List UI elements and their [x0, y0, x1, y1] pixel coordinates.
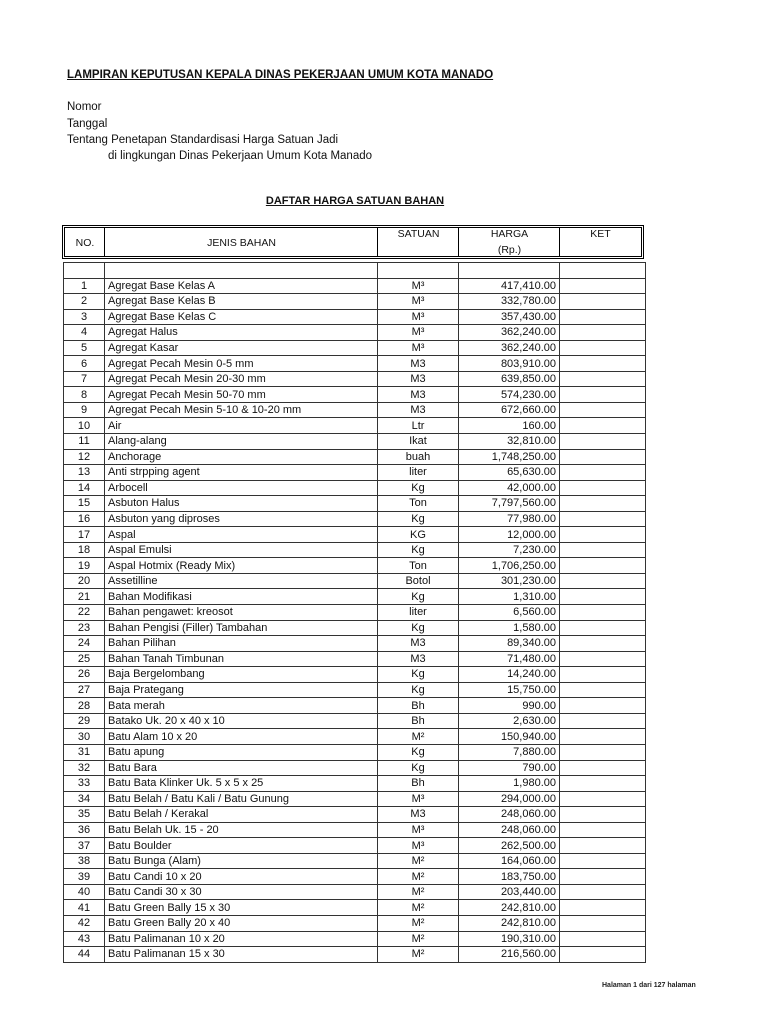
ket-cell — [560, 838, 646, 854]
row-number: 10 — [64, 418, 105, 434]
table-row — [64, 558, 646, 574]
column-header-no: NO. — [75, 237, 95, 249]
row-number: 37 — [64, 838, 105, 854]
unit-cell: M3 — [378, 356, 459, 372]
table-row — [64, 325, 646, 341]
material-name: Bahan Pengisi (Filler) Tambahan — [105, 620, 378, 636]
material-name: Bata merah — [105, 698, 378, 714]
column-header-harga-unit: (Rp.) — [497, 244, 522, 256]
ket-cell — [560, 853, 646, 869]
unit-cell: Kg — [378, 589, 459, 605]
table-row — [64, 636, 646, 652]
material-name: Assetilline — [105, 573, 378, 589]
ket-cell — [560, 325, 646, 341]
material-name: Batu Bara — [105, 760, 378, 776]
table-row — [64, 822, 646, 838]
unit-cell: M² — [378, 915, 459, 931]
table-row — [64, 605, 646, 621]
material-name: Batu Alam 10 x 20 — [105, 729, 378, 745]
material-name: Batu Green Bally 20 x 40 — [105, 915, 378, 931]
row-number: 11 — [64, 434, 105, 450]
ket-cell — [560, 387, 646, 403]
spacer-cell — [378, 263, 459, 279]
spacer-cell — [105, 263, 378, 279]
row-number: 13 — [64, 465, 105, 481]
row-number: 42 — [64, 915, 105, 931]
price-cell: 190,310.00 — [459, 931, 560, 947]
row-number: 25 — [64, 651, 105, 667]
unit-cell: M² — [378, 931, 459, 947]
row-number: 40 — [64, 884, 105, 900]
price-cell: 990.00 — [459, 698, 560, 714]
price-cell: 7,880.00 — [459, 744, 560, 760]
ket-cell — [560, 480, 646, 496]
row-number: 33 — [64, 776, 105, 792]
material-name: Batu Bunga (Alam) — [105, 853, 378, 869]
material-name: Asbuton Halus — [105, 496, 378, 512]
material-name: Batu apung — [105, 744, 378, 760]
unit-cell: M² — [378, 947, 459, 963]
table-row — [64, 682, 646, 698]
tanggal-label: Tanggal — [67, 118, 108, 130]
ket-cell — [560, 682, 646, 698]
unit-cell: M² — [378, 853, 459, 869]
price-cell: 248,060.00 — [459, 807, 560, 823]
unit-cell: M3 — [378, 387, 459, 403]
ket-cell — [560, 744, 646, 760]
material-name: Aspal Emulsi — [105, 542, 378, 558]
ket-cell — [560, 651, 646, 667]
row-number: 19 — [64, 558, 105, 574]
price-cell: 7,230.00 — [459, 542, 560, 558]
unit-cell: M² — [378, 884, 459, 900]
price-cell: 14,240.00 — [459, 667, 560, 683]
unit-cell: M³ — [378, 791, 459, 807]
unit-cell: M3 — [378, 651, 459, 667]
price-cell: 790.00 — [459, 760, 560, 776]
unit-cell: Bh — [378, 698, 459, 714]
table-row — [64, 465, 646, 481]
table-row — [64, 620, 646, 636]
table-body — [64, 263, 646, 963]
price-cell: 242,810.00 — [459, 915, 560, 931]
material-name: Bahan Pilihan — [105, 636, 378, 652]
row-number: 34 — [64, 791, 105, 807]
ket-cell — [560, 278, 646, 294]
table-row — [64, 667, 646, 683]
price-cell: 262,500.00 — [459, 838, 560, 854]
ket-cell — [560, 340, 646, 356]
row-number: 21 — [64, 589, 105, 605]
price-cell: 417,410.00 — [459, 278, 560, 294]
unit-cell: M³ — [378, 340, 459, 356]
ket-cell — [560, 698, 646, 714]
material-name: Anti strpping agent — [105, 465, 378, 481]
row-number: 44 — [64, 947, 105, 963]
ket-cell — [560, 402, 646, 418]
unit-cell: Ton — [378, 496, 459, 512]
unit-cell: M³ — [378, 822, 459, 838]
ket-cell — [560, 605, 646, 621]
table-row — [64, 760, 646, 776]
ket-cell — [560, 729, 646, 745]
ket-cell — [560, 449, 646, 465]
unit-cell: Kg — [378, 511, 459, 527]
price-cell: 1,748,250.00 — [459, 449, 560, 465]
material-name: Asbuton yang diproses — [105, 511, 378, 527]
material-name: Agregat Halus — [105, 325, 378, 341]
table-row — [64, 387, 646, 403]
unit-cell: Kg — [378, 542, 459, 558]
price-cell: 1,310.00 — [459, 589, 560, 605]
table-row — [64, 884, 646, 900]
material-name: Aspal Hotmix (Ready Mix) — [105, 558, 378, 574]
unit-cell: Kg — [378, 480, 459, 496]
ket-cell — [560, 636, 646, 652]
unit-cell: Kg — [378, 744, 459, 760]
price-cell: 2,630.00 — [459, 713, 560, 729]
unit-cell: buah — [378, 449, 459, 465]
material-name: Bahan pengawet: kreosot — [105, 605, 378, 621]
unit-cell: M3 — [378, 636, 459, 652]
ket-cell — [560, 465, 646, 481]
table-row — [64, 434, 646, 450]
price-cell: 803,910.00 — [459, 356, 560, 372]
material-name: Agregat Base Kelas B — [105, 294, 378, 310]
table-row — [64, 776, 646, 792]
material-name: Batu Green Bally 15 x 30 — [105, 900, 378, 916]
unit-cell: KG — [378, 527, 459, 543]
material-name: Bahan Tanah Timbunan — [105, 651, 378, 667]
price-cell: 1,980.00 — [459, 776, 560, 792]
column-header-harga: HARGA — [490, 228, 529, 240]
row-number: 35 — [64, 807, 105, 823]
material-name: Anchorage — [105, 449, 378, 465]
ket-cell — [560, 434, 646, 450]
unit-cell: M² — [378, 729, 459, 745]
ket-cell — [560, 713, 646, 729]
material-price-table — [63, 262, 646, 963]
ket-cell — [560, 573, 646, 589]
row-number: 1 — [64, 278, 105, 294]
unit-cell: M² — [378, 869, 459, 885]
price-cell: 12,000.00 — [459, 527, 560, 543]
row-number: 14 — [64, 480, 105, 496]
price-cell: 672,660.00 — [459, 402, 560, 418]
table-row — [64, 589, 646, 605]
ket-cell — [560, 620, 646, 636]
ket-cell — [560, 542, 646, 558]
ket-cell — [560, 294, 646, 310]
unit-cell: liter — [378, 465, 459, 481]
price-cell: 71,480.00 — [459, 651, 560, 667]
table-row — [64, 651, 646, 667]
ket-cell — [560, 760, 646, 776]
price-cell: 164,060.00 — [459, 853, 560, 869]
ket-cell — [560, 527, 646, 543]
material-name: Agregat Base Kelas C — [105, 309, 378, 325]
table-row — [64, 713, 646, 729]
material-name: Batu Belah Uk. 15 - 20 — [105, 822, 378, 838]
column-header-jenis-bahan: JENIS BAHAN — [207, 237, 276, 249]
unit-cell: M³ — [378, 325, 459, 341]
material-name: Aspal — [105, 527, 378, 543]
unit-cell: Kg — [378, 682, 459, 698]
material-name: Batu Boulder — [105, 838, 378, 854]
price-cell: 332,780.00 — [459, 294, 560, 310]
unit-cell: M³ — [378, 294, 459, 310]
price-cell: 15,750.00 — [459, 682, 560, 698]
material-name: Air — [105, 418, 378, 434]
price-cell: 77,980.00 — [459, 511, 560, 527]
column-header-satuan: SATUAN — [397, 228, 440, 240]
unit-cell: Ton — [378, 558, 459, 574]
price-cell: 357,430.00 — [459, 309, 560, 325]
row-number: 24 — [64, 636, 105, 652]
price-cell: 301,230.00 — [459, 573, 560, 589]
table-row — [64, 838, 646, 854]
material-name: Batu Candi 30 x 30 — [105, 884, 378, 900]
ket-cell — [560, 807, 646, 823]
table-row — [64, 542, 646, 558]
unit-cell: Kg — [378, 620, 459, 636]
tentang-line-1: Tentang Penetapan Standardisasi Harga Satuan Jadi — [67, 134, 339, 146]
material-name: Batu Belah / Batu Kali / Batu Gunung — [105, 791, 378, 807]
material-name: Batu Bata Klinker Uk. 5 x 5 x 25 — [105, 776, 378, 792]
table-row — [64, 744, 646, 760]
ket-cell — [560, 931, 646, 947]
row-number: 18 — [64, 542, 105, 558]
table-row — [64, 340, 646, 356]
row-number: 3 — [64, 309, 105, 325]
row-number: 8 — [64, 387, 105, 403]
table-row — [64, 791, 646, 807]
row-number: 16 — [64, 511, 105, 527]
unit-cell: liter — [378, 605, 459, 621]
ket-cell — [560, 900, 646, 916]
material-name: Agregat Pecah Mesin 50-70 mm — [105, 387, 378, 403]
unit-cell: Bh — [378, 776, 459, 792]
nomor-label: Nomor — [67, 101, 102, 113]
table-row — [64, 449, 646, 465]
row-number: 36 — [64, 822, 105, 838]
table-row — [64, 807, 646, 823]
unit-cell: M³ — [378, 309, 459, 325]
ket-cell — [560, 667, 646, 683]
price-cell: 1,706,250.00 — [459, 558, 560, 574]
material-name: Agregat Pecah Mesin 5-10 & 10-20 mm — [105, 402, 378, 418]
spacer-cell — [560, 263, 646, 279]
unit-cell: Ltr — [378, 418, 459, 434]
spacer-cell — [459, 263, 560, 279]
ket-cell — [560, 884, 646, 900]
price-cell: 216,560.00 — [459, 947, 560, 963]
row-number: 30 — [64, 729, 105, 745]
material-name: Batako Uk. 20 x 40 x 10 — [105, 713, 378, 729]
tentang-line-2: di lingkungan Dinas Pekerjaan Umum Kota Manado — [108, 150, 373, 162]
table-row — [64, 869, 646, 885]
price-cell: 203,440.00 — [459, 884, 560, 900]
table-row — [64, 931, 646, 947]
ket-cell — [560, 309, 646, 325]
material-name: Agregat Pecah Mesin 0-5 mm — [105, 356, 378, 372]
table-row — [64, 371, 646, 387]
unit-cell: Kg — [378, 667, 459, 683]
ket-cell — [560, 776, 646, 792]
row-number: 28 — [64, 698, 105, 714]
row-number: 20 — [64, 573, 105, 589]
table-row — [64, 278, 646, 294]
row-number: 2 — [64, 294, 105, 310]
material-name: Alang-alang — [105, 434, 378, 450]
unit-cell: M² — [378, 900, 459, 916]
ket-cell — [560, 356, 646, 372]
unit-cell: M³ — [378, 838, 459, 854]
row-number: 22 — [64, 605, 105, 621]
row-number: 29 — [64, 713, 105, 729]
ket-cell — [560, 371, 646, 387]
ket-cell — [560, 822, 646, 838]
price-cell: 150,940.00 — [459, 729, 560, 745]
unit-cell: M3 — [378, 371, 459, 387]
row-number: 12 — [64, 449, 105, 465]
price-cell: 32,810.00 — [459, 434, 560, 450]
row-number: 32 — [64, 760, 105, 776]
document-heading: LAMPIRAN KEPUTUSAN KEPALA DINAS PEKERJAAN UMUM KOTA MANADO — [67, 69, 494, 81]
spacer-row — [64, 263, 646, 279]
price-cell: 294,000.00 — [459, 791, 560, 807]
row-number: 15 — [64, 496, 105, 512]
row-number: 39 — [64, 869, 105, 885]
row-number: 41 — [64, 900, 105, 916]
table-row — [64, 511, 646, 527]
row-number: 26 — [64, 667, 105, 683]
table-header — [62, 225, 644, 259]
ket-cell — [560, 418, 646, 434]
ket-cell — [560, 496, 646, 512]
ket-cell — [560, 869, 646, 885]
page-footer: Halaman 1 dari 127 halaman — [602, 982, 696, 989]
material-name: Batu Belah / Kerakal — [105, 807, 378, 823]
price-cell: 7,797,560.00 — [459, 496, 560, 512]
material-name: Agregat Pecah Mesin 20-30 mm — [105, 371, 378, 387]
material-name: Agregat Base Kelas A — [105, 278, 378, 294]
column-header-ket: KET — [590, 228, 611, 240]
row-number: 4 — [64, 325, 105, 341]
table-row — [64, 729, 646, 745]
ket-cell — [560, 558, 646, 574]
unit-cell: M3 — [378, 402, 459, 418]
price-cell: 574,230.00 — [459, 387, 560, 403]
table-row — [64, 496, 646, 512]
row-number: 23 — [64, 620, 105, 636]
table-row — [64, 573, 646, 589]
row-number: 38 — [64, 853, 105, 869]
material-name: Agregat Kasar — [105, 340, 378, 356]
table-row — [64, 947, 646, 963]
unit-cell: M3 — [378, 807, 459, 823]
ket-cell — [560, 511, 646, 527]
table-row — [64, 294, 646, 310]
unit-cell: Ikat — [378, 434, 459, 450]
ket-cell — [560, 791, 646, 807]
table-row — [64, 853, 646, 869]
price-cell: 6,560.00 — [459, 605, 560, 621]
table-row — [64, 480, 646, 496]
row-number: 31 — [64, 744, 105, 760]
table-row — [64, 698, 646, 714]
price-cell: 183,750.00 — [459, 869, 560, 885]
table-row — [64, 527, 646, 543]
ket-cell — [560, 589, 646, 605]
price-cell: 89,340.00 — [459, 636, 560, 652]
price-cell: 160.00 — [459, 418, 560, 434]
price-cell: 65,630.00 — [459, 465, 560, 481]
row-number: 7 — [64, 371, 105, 387]
material-name: Baja Prategang — [105, 682, 378, 698]
table-row — [64, 900, 646, 916]
spacer-cell — [64, 263, 105, 279]
row-number: 6 — [64, 356, 105, 372]
row-number: 43 — [64, 931, 105, 947]
table-row — [64, 309, 646, 325]
table-row — [64, 356, 646, 372]
row-number: 27 — [64, 682, 105, 698]
price-cell: 248,060.00 — [459, 822, 560, 838]
material-name: Batu Palimanan 15 x 30 — [105, 947, 378, 963]
price-cell: 639,850.00 — [459, 371, 560, 387]
unit-cell: Botol — [378, 573, 459, 589]
row-number: 17 — [64, 527, 105, 543]
material-name: Batu Palimanan 10 x 20 — [105, 931, 378, 947]
price-cell: 362,240.00 — [459, 340, 560, 356]
table-row — [64, 915, 646, 931]
material-name: Arbocell — [105, 480, 378, 496]
table-row — [64, 418, 646, 434]
ket-cell — [560, 915, 646, 931]
price-cell: 242,810.00 — [459, 900, 560, 916]
material-name: Batu Candi 10 x 20 — [105, 869, 378, 885]
table-row — [64, 402, 646, 418]
unit-cell: Kg — [378, 760, 459, 776]
material-name: Baja Bergelombang — [105, 667, 378, 683]
unit-cell: Bh — [378, 713, 459, 729]
material-name: Bahan Modifikasi — [105, 589, 378, 605]
row-number: 5 — [64, 340, 105, 356]
row-number: 9 — [64, 402, 105, 418]
unit-cell: M³ — [378, 278, 459, 294]
price-cell: 42,000.00 — [459, 480, 560, 496]
ket-cell — [560, 947, 646, 963]
price-cell: 362,240.00 — [459, 325, 560, 341]
price-cell: 1,580.00 — [459, 620, 560, 636]
document-title: DAFTAR HARGA SATUAN BAHAN — [265, 195, 445, 207]
